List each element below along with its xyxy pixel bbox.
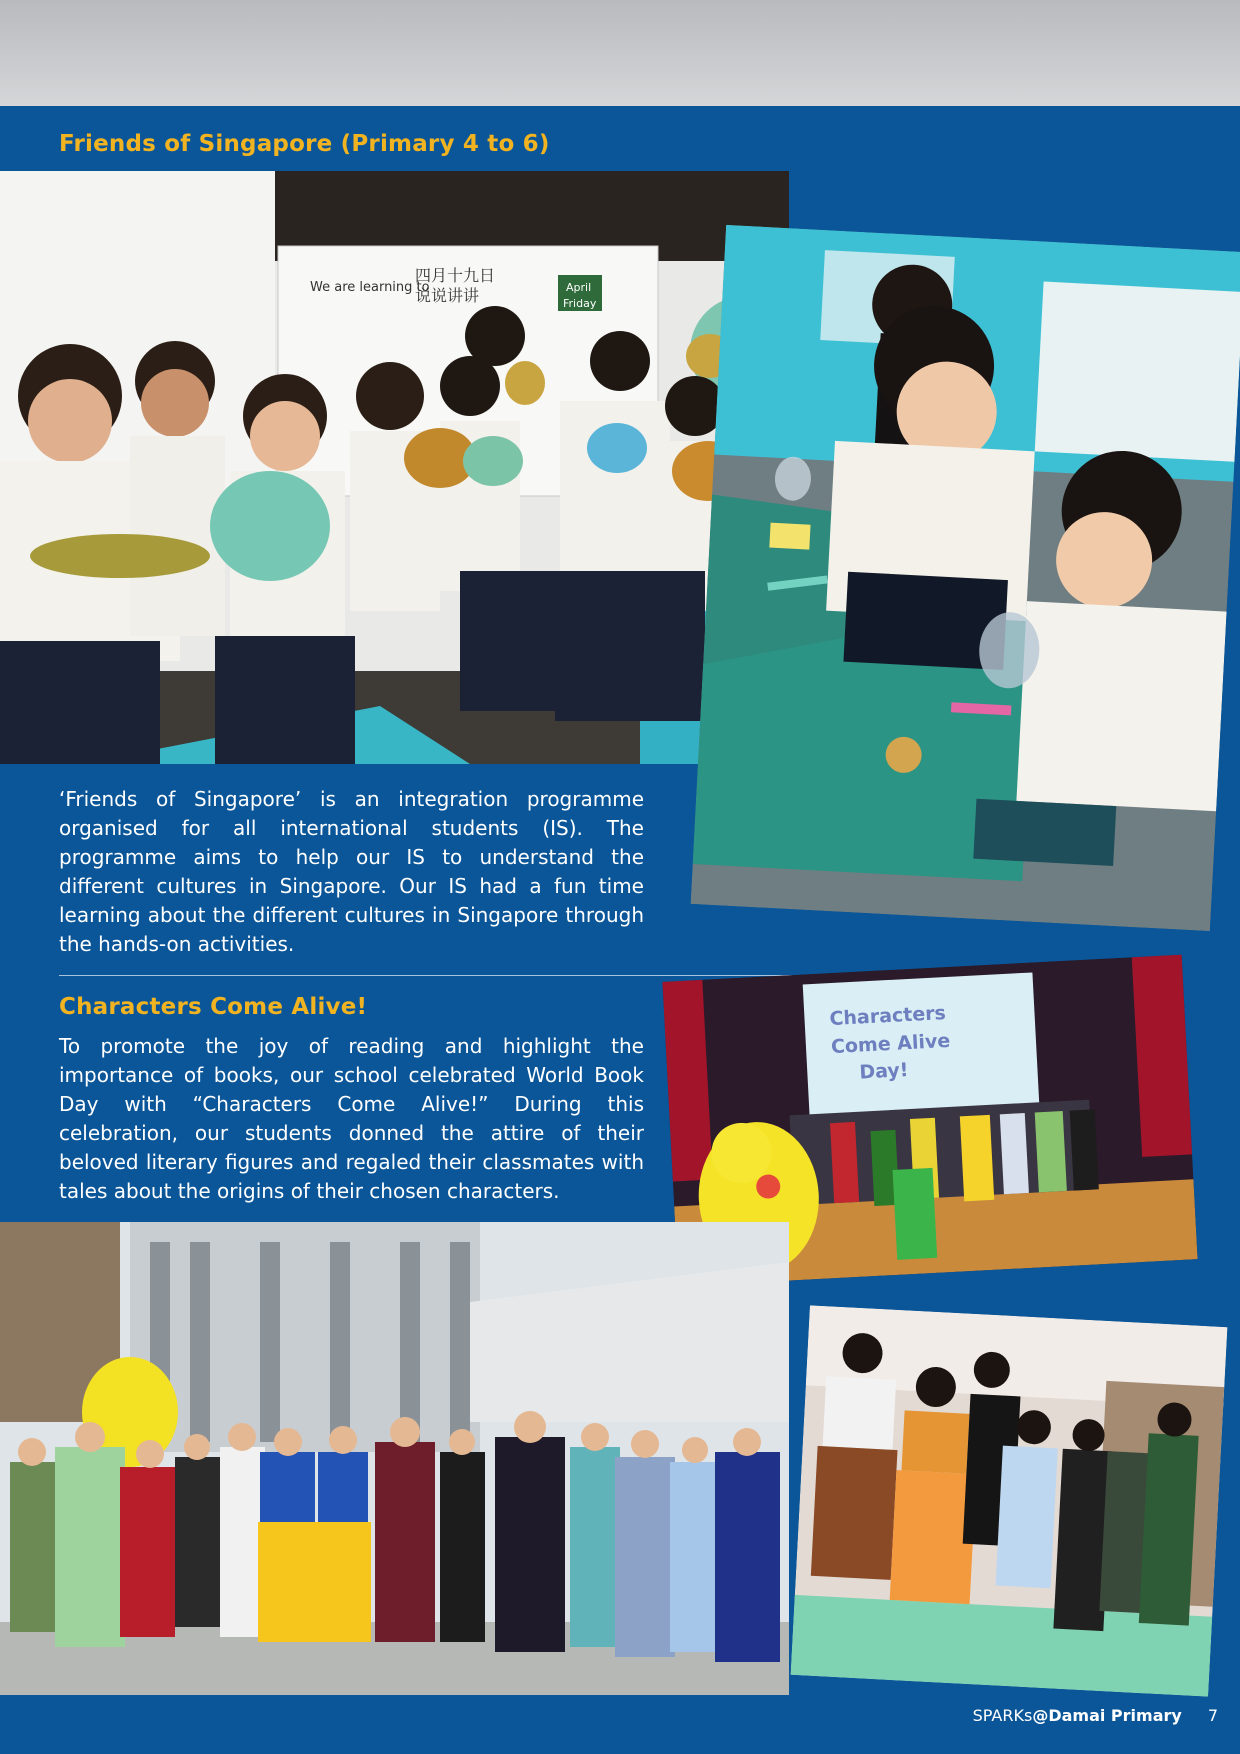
footer-school: @Damai Primary (1032, 1706, 1182, 1725)
photo-students-library (791, 1305, 1228, 1696)
section-body-friends-of-singapore: ‘Friends of Singapore’ is an integration programme organised for all international students (IS). The programme aims to help our IS to understand the different cultures in Singapore. Our IS had a fun time learning about the different cultures in Singapore through the hands-on activities. (59, 787, 644, 956)
slide-title-text: Characters (828, 1002, 947, 1031)
photo-students-with-fans (0, 171, 789, 764)
section-title-friends-of-singapore: Friends of Singapore (Primary 4 to 6) (59, 131, 550, 157)
page-footer (973, 1706, 1218, 1725)
svg-text:April: April (566, 281, 592, 294)
photo-students-crafting (691, 225, 1240, 931)
section-body-characters-come-alive: To promote the joy of reading and highlight the importance of books, our school celebrated World Book Day with “Characters Come Alive!” During this celebration, our students donned the attire of their beloved literary figures and regaled their classmates with tales about the origins of their chosen characters. (59, 1034, 644, 1203)
header-band (0, 0, 1240, 106)
photo-teachers-costumes (0, 1222, 789, 1695)
svg-text:四月十九日: 四月十九日 (415, 266, 496, 285)
footer-brand: SPARKs (972, 1706, 1033, 1725)
svg-text:Day!: Day! (858, 1059, 909, 1084)
page-number: 7 (1207, 1706, 1218, 1725)
section-title-characters-come-alive: Characters Come Alive! (59, 994, 368, 1020)
whiteboard-text: We are learning to (310, 280, 430, 295)
svg-text:Friday: Friday (563, 297, 597, 310)
svg-text:Come Alive: Come Alive (830, 1029, 951, 1059)
svg-text:说说讲讲: 说说讲讲 (415, 286, 480, 305)
